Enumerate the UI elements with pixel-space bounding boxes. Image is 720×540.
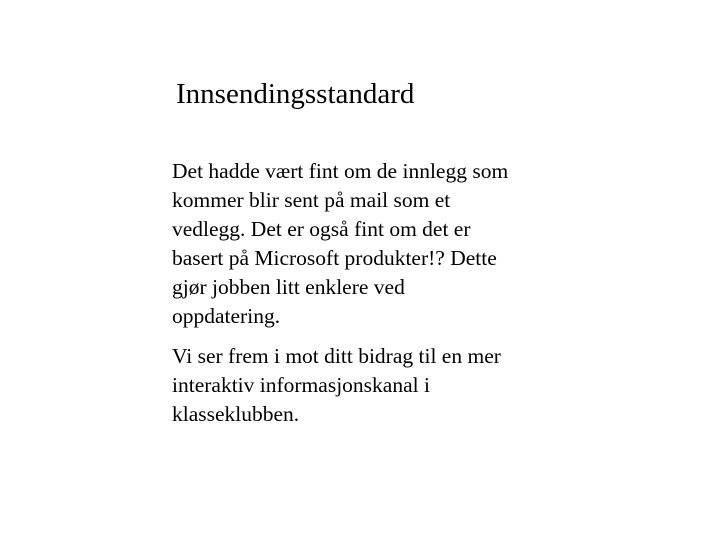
text-line: oppdatering. xyxy=(172,304,281,328)
text-line: gjør jobben litt enklere ved xyxy=(172,275,405,299)
text-line: basert på Microsoft produkter!? Dette xyxy=(172,246,497,270)
paragraph-closing xyxy=(172,342,572,429)
text-line: kommer blir sent på mail som et xyxy=(172,188,451,212)
text-line: interaktiv informasjonskanal i xyxy=(172,373,430,397)
text-line: vedlegg. Det er også fint om det er xyxy=(172,217,471,241)
slide-body xyxy=(172,157,572,429)
slide-title: Innsendingsstandard xyxy=(176,78,415,110)
text-line: Vi ser frem i mot ditt bidrag til en mer xyxy=(172,344,501,368)
text-line: Det hadde vært fint om de innlegg som xyxy=(172,159,509,183)
paragraph-submission-info xyxy=(172,157,572,331)
text-line: klasseklubben. xyxy=(172,402,300,426)
